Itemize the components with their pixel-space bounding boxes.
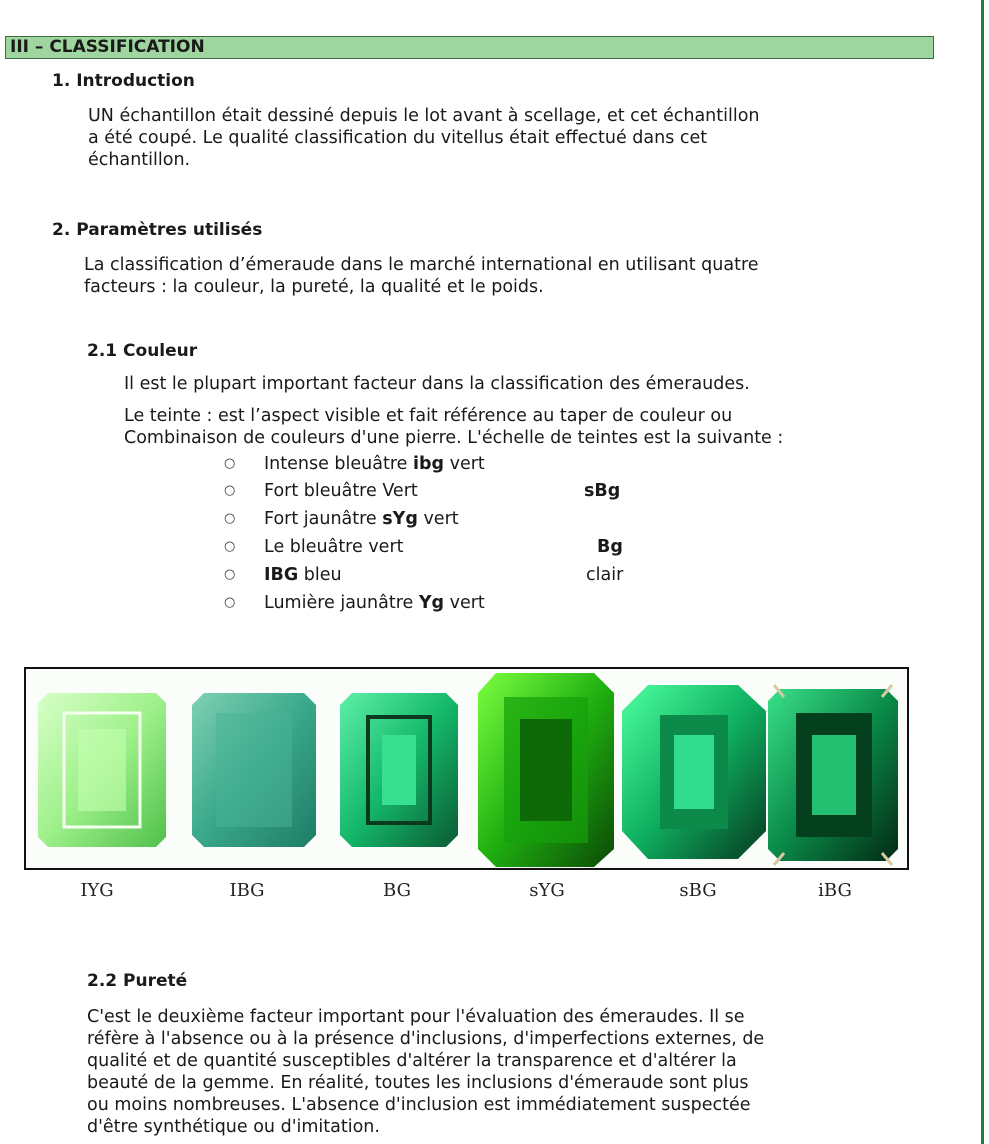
couleur-intro: Il est le plupart important facteur dans la classification des émeraudes.	[124, 374, 750, 394]
purete-line-4: beauté de la gemme. En réalité, toutes les inclusions d'émeraude sont plus	[87, 1073, 749, 1093]
gem-label: sBG	[679, 880, 717, 901]
intro-line-1: UN échantillon était dessiné depuis le lot avant à scellage, et cet échantillon	[88, 106, 760, 126]
section-title: III – CLASSIFICATION	[5, 36, 934, 59]
purete-line-2: réfère à l'absence ou à la présence d'inclusions, d'imperfections externes, de	[87, 1029, 765, 1049]
page-right-rule	[981, 0, 984, 1144]
intro-line-3: échantillon.	[88, 150, 191, 170]
purete-line-1: C'est le deuxième facteur important pour l'évaluation des émeraudes. Il se	[87, 1007, 745, 1027]
bullet-circle-icon: ○	[224, 567, 236, 582]
gem-sbg	[622, 685, 766, 859]
gem-ibg	[192, 693, 316, 847]
purete-line-5: ou moins nombreuses. L'absence d'inclusion est immédiatement suspectée	[87, 1095, 751, 1115]
teinte-line-2: Combinaison de couleurs d'une pierre. L'échelle de teintes est la suivante :	[124, 428, 784, 448]
bullet-circle-icon: ○	[224, 595, 236, 610]
gem-label: IBG	[229, 880, 265, 901]
hue-code: clair	[586, 565, 624, 585]
bullet-circle-icon: ○	[224, 483, 236, 498]
purete-line-6: d'être synthétique ou d'imitation.	[87, 1117, 380, 1137]
emerald-color-scale-image	[24, 667, 909, 870]
gem-iyg	[38, 693, 166, 847]
bullet-circle-icon: ○	[224, 511, 236, 526]
teinte-line-1: Le teinte : est l’aspect visible et fait référence au taper de couleur ou	[124, 406, 733, 426]
intro-heading: 1. Introduction	[52, 71, 195, 91]
gem-label: IYG	[80, 880, 114, 901]
gem-label: sYG	[529, 880, 565, 901]
gem-ibg-intense	[768, 685, 898, 865]
params-line-2: facteurs : la couleur, la pureté, la qualité et le poids.	[84, 277, 544, 297]
gem-bg	[340, 693, 458, 847]
bullet-circle-icon: ○	[224, 456, 236, 471]
purete-heading: 2.2 Pureté	[87, 971, 188, 991]
gem-label: BG	[383, 880, 411, 901]
purete-line-3: qualité et de quantité susceptibles d'altérer la transparence et d'altérer la	[87, 1051, 737, 1071]
hue-code: Bg	[597, 537, 623, 557]
intro-line-2: a été coupé. Le qualité classification du vitellus était effectué dans cet	[88, 128, 708, 148]
emerald-stones	[26, 669, 907, 868]
hue-code: sBg	[584, 481, 621, 501]
couleur-heading: 2.1 Couleur	[87, 341, 198, 361]
params-heading: 2. Paramètres utilisés	[52, 220, 263, 240]
gem-label: iBG	[818, 880, 852, 901]
bullet-circle-icon: ○	[224, 539, 236, 554]
gem-syg	[478, 673, 614, 867]
params-line-1: La classification d’émeraude dans le marché international en utilisant quatre	[84, 255, 759, 275]
